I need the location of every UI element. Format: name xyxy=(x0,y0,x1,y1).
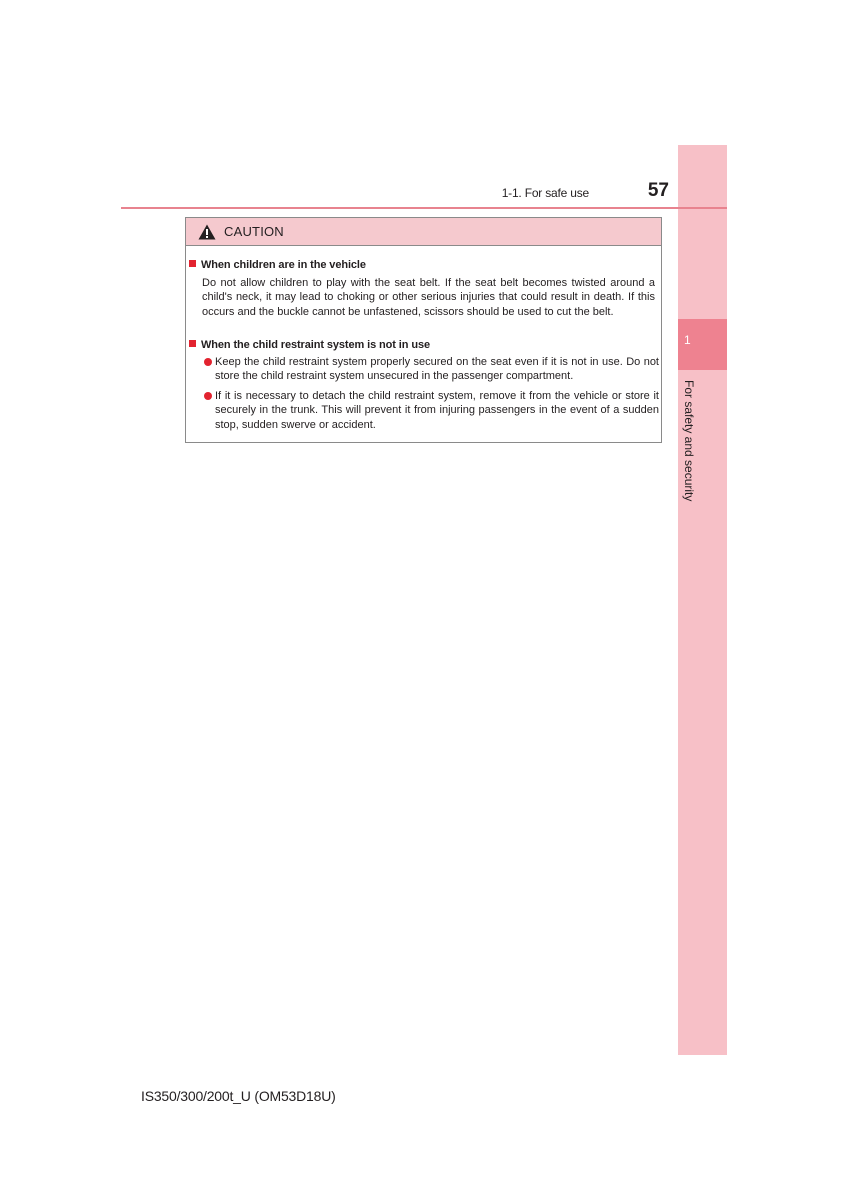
chapter-number: 1 xyxy=(684,333,691,347)
page-number: 57 xyxy=(647,180,669,201)
side-tab xyxy=(678,145,727,1055)
chapter-title: For safety and security xyxy=(682,380,696,502)
warning-triangle-icon xyxy=(198,224,216,240)
subheading-text: When children are in the vehicle xyxy=(201,259,366,271)
bullet-text: Keep the child restraint system properly secured on the seat even if it is not in use. Do not store the child restraint system unsecured in the passenger compartment. xyxy=(215,356,659,383)
footer-model-code: IS350/300/200t_U (OM53D18U) xyxy=(141,1088,336,1104)
subheading-children-in-vehicle xyxy=(189,258,366,272)
red-square-icon xyxy=(189,260,196,267)
red-square-icon xyxy=(189,340,196,347)
header-rule xyxy=(121,207,727,209)
red-dot-icon xyxy=(204,358,212,366)
caution-header xyxy=(186,218,661,246)
subheading-text: When the child restraint system is not in use xyxy=(201,339,430,351)
red-dot-icon xyxy=(204,392,212,400)
caution-label: CAUTION xyxy=(224,224,284,239)
paragraph-children-seat-belt: Do not allow children to play with the seat belt. If the seat belt becomes twisted around a child's neck, it may lead to choking or other serious injuries that could result in death. If this occurs and the buckle cannot be unfastened, scissors should be used to cut the belt. xyxy=(202,277,655,318)
bullet-item xyxy=(204,389,659,432)
bullet-item xyxy=(204,355,659,384)
subheading-restraint-not-in-use xyxy=(189,338,430,352)
caution-box xyxy=(185,217,662,443)
bullet-text: If it is necessary to detach the child restraint system, remove it from the vehicle or store it securely in the trunk. This will prevent it from injuring passengers in the event of a sudden stop, sudden swerve or accident. xyxy=(215,390,659,431)
section-title: 1-1. For safe use xyxy=(501,186,589,200)
